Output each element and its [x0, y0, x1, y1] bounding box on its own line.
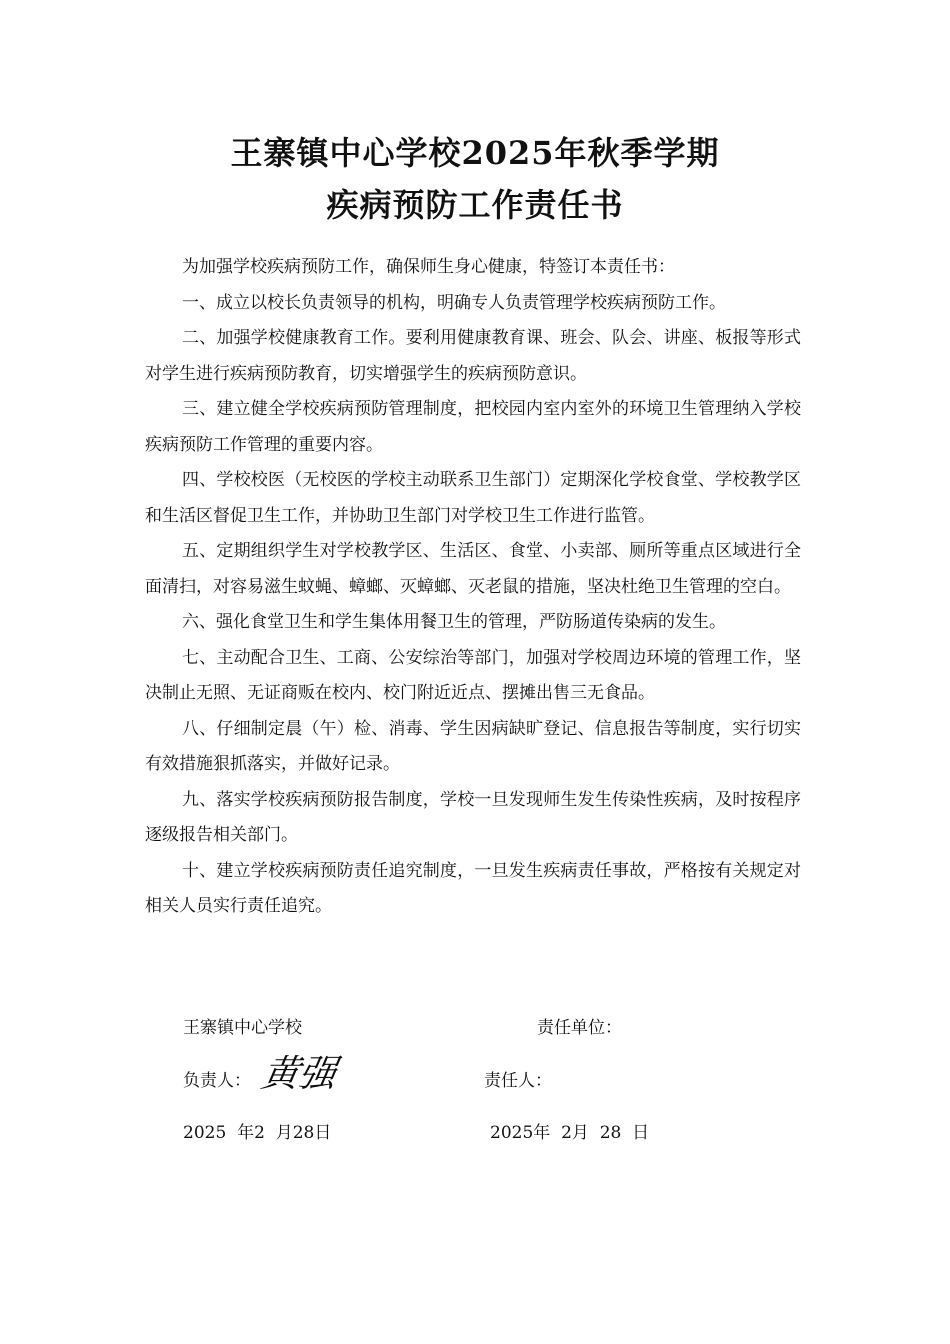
paragraph-item-7: 七、主动配合卫生、工商、公安综治等部门，加强对学校周边环境的管理工作，坚决制止无照、无证商贩在校内、校门附近近点、摆摊出售三无食品。 — [145, 647, 801, 703]
document-body — [145, 250, 801, 925]
paragraph-item-8: 八、仔细制定晨（午）检、消毒、学生因病缺旷登记、信息报告等制度，实行切实有效措施狠抓落实，并做好记录。 — [145, 718, 801, 774]
responsible-person-label: 责任人： — [484, 1071, 552, 1091]
paragraph-item-9: 九、落实学校疾病预防报告制度，学校一旦发现师生发生传染性疾病，及时按程序逐级报告相关部门。 — [145, 789, 801, 845]
document-title-line-1: 王寨镇中心学校2025年秋季学期 — [230, 134, 720, 172]
signing-date-right: 2025年 2月 28 日 — [490, 1123, 650, 1143]
paragraph-item-2: 二、加强学校健康教育工作。要利用健康教育课、班会、队会、讲座、板报等形式对学生进行疾病预防教育，切实增强学生的疾病预防意识。 — [145, 328, 801, 384]
paragraph-intro: 为加强学校疾病预防工作，确保师生身心健康，特签订本责任书： — [182, 257, 675, 277]
paragraph-item-1: 一、成立以校长负责领导的机构，明确专人负责管理学校疾病预防工作。 — [182, 292, 726, 313]
signing-date-left: 2025 年2 月28日 — [183, 1123, 332, 1143]
paragraph-item-10: 十、建立学校疾病预防责任追究制度，一旦发生疾病责任事故，严格按有关规定对相关人员实行责任追究。 — [145, 860, 801, 916]
signing-organization: 王寨镇中心学校 — [183, 1018, 302, 1038]
paragraph-item-6: 六、强化食堂卫生和学生集体用餐卫生的管理，严防肠道传染病的发生。 — [182, 612, 726, 632]
paragraph-item-4: 四、学校校医（无校医的学校主动联系卫生部门）定期深化学校食堂、学校教学区和生活区督促卫生工作，并协助卫生部门对学校卫生工作进行监管。 — [145, 470, 801, 526]
paragraph-item-5: 五、定期组织学生对学校教学区、生活区、食堂、小卖部、厕所等重点区域进行全面清扫，对容易滋生蚊蝇、蟑螂、灭蟑螂、灭老鼠的措施，坚决杜绝卫生管理的空白。 — [145, 541, 801, 597]
responsible-unit-label: 责任单位： — [537, 1018, 622, 1038]
handwritten-signature: 黄强 — [258, 1052, 340, 1095]
document-title-line-2: 疾病预防工作责任书 — [326, 186, 624, 224]
paragraph-item-3: 三、建立健全学校疾病预防管理制度，把校园内室内室外的环境卫生管理纳入学校疾病预防工作管理的重要内容。 — [145, 399, 801, 455]
person-in-charge-label: 负责人： — [183, 1071, 251, 1091]
